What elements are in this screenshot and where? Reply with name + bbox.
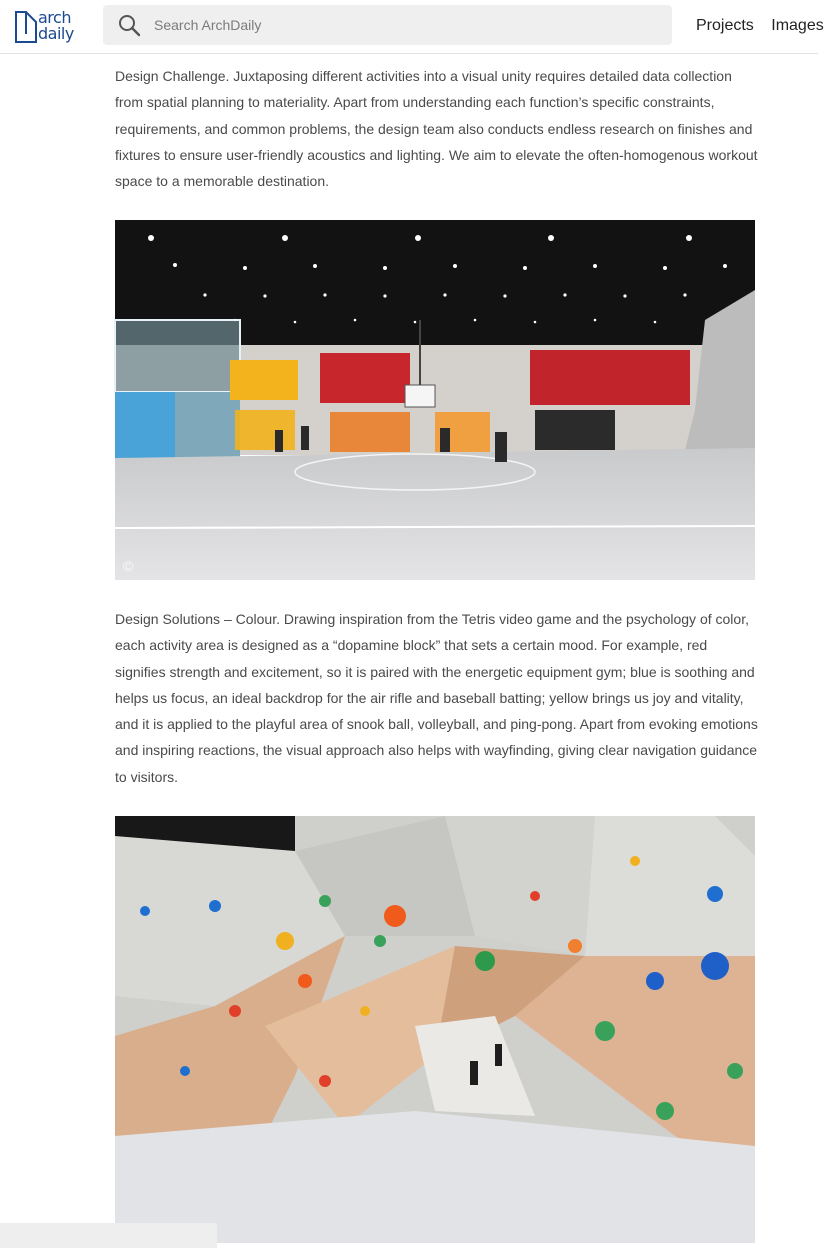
logo-line-2: daily bbox=[38, 24, 74, 43]
logo-wordmark bbox=[38, 10, 74, 42]
logo-line-1: arch bbox=[38, 8, 71, 27]
sports-hall-image bbox=[115, 220, 755, 580]
search-input[interactable] bbox=[154, 5, 654, 45]
search-icon[interactable] bbox=[117, 13, 141, 37]
search-bar[interactable] bbox=[103, 5, 672, 45]
bottom-overlay-bar bbox=[0, 1223, 217, 1248]
article-photo-climbing-wall[interactable] bbox=[115, 816, 755, 1243]
photo-copyright: © bbox=[123, 558, 134, 574]
nav-projects[interactable]: Projects bbox=[696, 17, 754, 34]
nav-images[interactable]: Images bbox=[771, 17, 824, 34]
main-nav bbox=[696, 17, 837, 35]
article-paragraph-design-solutions: Design Solutions – Colour. Drawing inspiration from the Tetris video game and the psychology of color, each activity area is designed as a “dopamine block” that sets a certain mood. For example, red signifies strength and excitement, so it is paired with the energetic equipment gym; blue is soothing and helps us focus, an ideal backdrop for the air rifle and baseball batting; yellow brings us joy and vitality, and it is applied to the playful area of snook ball, volleyball, and ping-pong. Apart from evoking emotions and inspiring reactions, the visual approach also helps with wayfinding, giving clear navigation guidance to visitors. bbox=[115, 611, 758, 785]
site-header bbox=[0, 0, 824, 54]
archdaily-logo[interactable] bbox=[12, 4, 84, 48]
climbing-wall-image bbox=[115, 816, 755, 1243]
article-photo-sports-hall[interactable] bbox=[115, 220, 755, 580]
article-paragraph-design-challenge: Design Challenge. Juxtaposing different activities into a visual unity requires detailed data collection from spatial planning to materiality. Apart from understanding each function’s specific constraints, requirements, and common problems, the design team also conducts endless research on finishes and fixtures to ensure user-friendly acoustics and lighting. We aim to elevate the often-homogenous workout space to a memorable destination. bbox=[115, 68, 758, 190]
